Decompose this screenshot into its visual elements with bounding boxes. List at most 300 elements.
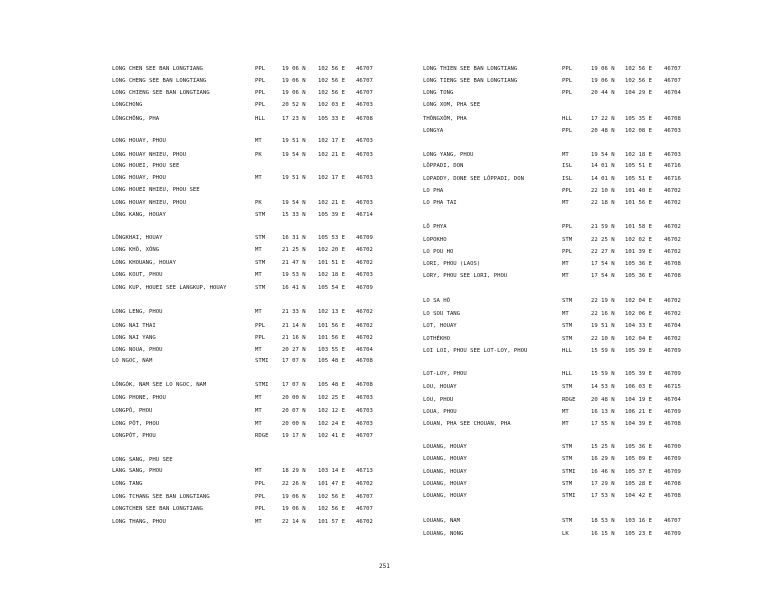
entry-lon: 101 47 E <box>318 481 345 487</box>
entry-code: 46708 <box>356 358 373 364</box>
entry-lon: 102 08 E <box>625 128 652 134</box>
entry-name: LO PHA TAI <box>423 200 457 206</box>
entry-code: 46702 <box>356 260 373 266</box>
entry-lat: 21 33 N <box>282 309 306 315</box>
entry-lon: 101 56 E <box>318 335 345 341</box>
entry-lat: 16 13 N <box>591 409 615 415</box>
entry-type: MT <box>562 261 569 267</box>
entry-lat: 20 00 N <box>282 421 306 427</box>
entry-lat: 21 59 N <box>591 224 615 230</box>
entry-lon: 102 17 E <box>318 138 345 144</box>
entry-code: 46707 <box>356 506 373 512</box>
entry-lat: 22 10 N <box>591 188 615 194</box>
entry-lat: 20 48 N <box>591 128 615 134</box>
entry-lon: 102 56 E <box>318 66 345 72</box>
entry-lon: 101 40 E <box>625 188 652 194</box>
entry-name: LONG YANG, PHOU <box>423 152 474 158</box>
entry-lat: 16 46 N <box>591 469 615 475</box>
entry-lon: 105 23 E <box>625 531 652 537</box>
entry-type: STM <box>562 298 573 304</box>
entry-code: 46707 <box>664 66 681 72</box>
entry-type: MT <box>255 395 262 401</box>
page-number: 251 <box>379 563 390 570</box>
entry-code: 46702 <box>356 335 373 341</box>
entry-name: LORI, PHOU (LAOS) <box>423 261 481 267</box>
entry-name: LOT-LOY, PHOU <box>423 371 467 377</box>
entry-lon: 102 56 E <box>318 506 345 512</box>
entry-code: 46703 <box>356 408 373 414</box>
entry-lat: 14 01 N <box>591 163 615 169</box>
entry-lat: 22 14 N <box>282 519 306 525</box>
entry-lon: 105 35 E <box>625 116 652 122</box>
entry-lon: 101 39 E <box>625 249 652 255</box>
entry-lat: 18 53 N <box>591 518 615 524</box>
entry-name: LOUANG, HOUAY <box>423 493 467 499</box>
entry-type: STM <box>562 323 573 329</box>
entry-name: LÔPPADI, DON <box>423 163 464 169</box>
entry-name: LONG TONG <box>423 90 454 96</box>
entry-code: 46702 <box>664 188 681 194</box>
entry-type: PPL <box>255 323 266 329</box>
entry-lat: 19 51 N <box>282 175 306 181</box>
entry-type: HLL <box>562 371 573 377</box>
entry-lon: 106 03 E <box>625 384 652 390</box>
entry-type: STM <box>562 518 573 524</box>
entry-lon: 105 36 E <box>625 261 652 267</box>
entry-lat: 22 10 N <box>591 336 615 342</box>
entry-name: LANG SANG, PHOU <box>112 468 163 474</box>
entry-lon: 106 21 E <box>625 409 652 415</box>
entry-code: 46704 <box>664 90 681 96</box>
entry-lat: 18 29 N <box>282 468 306 474</box>
entry-code: 46703 <box>356 200 373 206</box>
entry-lon: 105 51 E <box>625 176 652 182</box>
entry-name: LO NGOC, NAM <box>112 358 153 364</box>
entry-lon: 102 04 E <box>625 298 652 304</box>
entry-type: STM <box>562 456 573 462</box>
entry-lat: 14 01 N <box>591 176 615 182</box>
entry-lon: 102 03 E <box>318 102 345 108</box>
entry-lat: 19 51 N <box>282 138 306 144</box>
entry-lon: 102 12 E <box>318 408 345 414</box>
entry-lat: 17 54 N <box>591 261 615 267</box>
entry-lon: 102 18 E <box>318 272 345 278</box>
entry-lon: 105 48 E <box>318 358 345 364</box>
entry-lat: 19 54 N <box>591 152 615 158</box>
entry-lon: 103 14 E <box>318 468 345 474</box>
entry-lon: 104 42 E <box>625 493 652 499</box>
entry-code: 46708 <box>664 421 681 427</box>
entry-name: LOPADDY, DONE SEE LÔPPADI, DON <box>423 176 525 182</box>
entry-lat: 17 07 N <box>282 382 306 388</box>
entry-type: STMI <box>255 382 269 388</box>
entry-lat: 19 06 N <box>282 66 306 72</box>
entry-lat: 20 00 N <box>282 395 306 401</box>
entry-type: PK <box>255 200 262 206</box>
entry-lat: 19 06 N <box>282 90 306 96</box>
entry-type: PPL <box>562 249 573 255</box>
entry-code: 46703 <box>356 102 373 108</box>
entry-code: 46708 <box>664 261 681 267</box>
entry-lat: 15 25 N <box>591 444 615 450</box>
entry-code: 46702 <box>664 249 681 255</box>
entry-lon: 105 36 E <box>625 444 652 450</box>
entry-type: ISL <box>562 163 573 169</box>
entry-lat: 19 06 N <box>591 78 615 84</box>
entry-lon: 102 02 E <box>625 237 652 243</box>
entry-lat: 19 06 N <box>282 78 306 84</box>
entry-type: PPL <box>255 506 266 512</box>
entry-name: LORY, PHOU SEE LORI, PHOU <box>423 273 508 279</box>
entry-lat: 16 41 N <box>282 285 306 291</box>
entry-code: 46702 <box>356 247 373 253</box>
entry-code: 46703 <box>356 138 373 144</box>
entry-code: 46713 <box>356 468 373 474</box>
entry-code: 46704 <box>664 323 681 329</box>
entry-type: PPL <box>255 335 266 341</box>
entry-name: LOU, HOUAY <box>423 384 457 390</box>
entry-lon: 102 04 E <box>625 336 652 342</box>
entry-name: LONGPÔ, PHOU <box>112 408 153 414</box>
entry-name: LÔ PHYA <box>423 224 447 230</box>
entry-code: 46709 <box>356 285 373 291</box>
entry-code: 46703 <box>356 272 373 278</box>
entry-type: STM <box>562 336 573 342</box>
entry-lon: 104 33 E <box>625 323 652 329</box>
entry-type: RDGE <box>562 397 576 403</box>
entry-code: 46716 <box>664 176 681 182</box>
entry-lat: 19 54 N <box>282 200 306 206</box>
entry-code: 46703 <box>664 128 681 134</box>
entry-lon: 102 56 E <box>318 494 345 500</box>
entry-lon: 105 53 E <box>318 235 345 241</box>
entry-name: LONG TANG <box>112 481 143 487</box>
entry-type: STM <box>562 481 573 487</box>
entry-code: 46709 <box>664 409 681 415</box>
entry-lon: 102 13 E <box>318 309 345 315</box>
entry-lon: 102 21 E <box>318 152 345 158</box>
entry-code: 46707 <box>356 433 373 439</box>
entry-code: 46703 <box>356 395 373 401</box>
entry-code: 46702 <box>664 237 681 243</box>
entry-lat: 19 17 N <box>282 433 306 439</box>
entry-type: PPL <box>562 90 573 96</box>
entry-code: 46707 <box>356 494 373 500</box>
entry-name: LÔNG KANG, HOUAY <box>112 212 166 218</box>
entry-lat: 20 48 N <box>591 397 615 403</box>
entry-name: LOT, HOUAY <box>423 323 457 329</box>
entry-lat: 19 54 N <box>282 152 306 158</box>
entry-code: 46708 <box>664 481 681 487</box>
entry-name: LONG KUP, HOUEI SEE LANGKUP, HOUAY <box>112 285 227 291</box>
entry-type: HLL <box>562 116 573 122</box>
entry-lon: 102 25 E <box>318 395 345 401</box>
entry-type: STMI <box>562 493 576 499</box>
entry-type: MT <box>562 152 569 158</box>
entry-code: 46716 <box>664 163 681 169</box>
entry-code: 46709 <box>664 531 681 537</box>
entry-type: PPL <box>562 224 573 230</box>
entry-name: LONG HOUAY NHIEU, PHOU <box>112 200 187 206</box>
entry-type: MT <box>255 309 262 315</box>
entry-code: 46708 <box>664 273 681 279</box>
entry-lon: 102 20 E <box>318 247 345 253</box>
entry-name: LOU, PHOU <box>423 397 454 403</box>
entry-name: LONG NAI THAI <box>112 323 156 329</box>
entry-lat: 15 59 N <box>591 371 615 377</box>
entry-type: MT <box>255 272 262 278</box>
entry-type: RDGE <box>255 433 269 439</box>
entry-name: LONG HOUEI, PHOU SEE <box>112 163 180 169</box>
entry-lon: 105 48 E <box>318 382 345 388</box>
entry-lat: 17 53 N <box>591 493 615 499</box>
entry-lat: 22 18 N <box>591 200 615 206</box>
entry-name: LÔNGKHAI, HOUAY <box>112 235 163 241</box>
entry-code: 46708 <box>664 116 681 122</box>
entry-type: PPL <box>562 188 573 194</box>
entry-type: ISL <box>562 176 573 182</box>
entry-name: LONG NAI YANG <box>112 335 156 341</box>
entry-type: PK <box>255 152 262 158</box>
entry-type: PPL <box>255 90 266 96</box>
entry-lon: 102 56 E <box>625 78 652 84</box>
entry-type: PPL <box>255 494 266 500</box>
entry-lat: 20 27 N <box>282 347 306 353</box>
entry-type: STMI <box>562 469 576 475</box>
entry-code: 46702 <box>356 309 373 315</box>
entry-code: 46704 <box>356 347 373 353</box>
entry-code: 46709 <box>664 348 681 354</box>
entry-lat: 17 54 N <box>591 273 615 279</box>
entry-lat: 22 26 N <box>282 481 306 487</box>
entry-name: LONG KOUT, PHOU <box>112 272 163 278</box>
entry-lon: 102 41 E <box>318 433 345 439</box>
entry-code: 46707 <box>356 90 373 96</box>
entry-type: MT <box>255 175 262 181</box>
entry-name: LÔNGÓK, NAM SEE LO NGOC, NAM <box>112 382 207 388</box>
entry-code: 46702 <box>356 481 373 487</box>
entry-lon: 101 58 E <box>625 224 652 230</box>
entry-code: 46707 <box>664 78 681 84</box>
entry-lat: 22 19 N <box>591 298 615 304</box>
entry-code: 46715 <box>664 384 681 390</box>
entry-lon: 105 39 E <box>625 371 652 377</box>
entry-lon: 102 18 E <box>625 152 652 158</box>
entry-code: 46704 <box>664 397 681 403</box>
entry-code: 46702 <box>356 519 373 525</box>
entry-code: 46703 <box>356 175 373 181</box>
entry-lat: 17 29 N <box>591 481 615 487</box>
entry-lat: 14 53 N <box>591 384 615 390</box>
entry-lon: 105 39 E <box>625 348 652 354</box>
entry-type: PPL <box>562 66 573 72</box>
entry-code: 46707 <box>356 78 373 84</box>
entry-lon: 105 51 E <box>625 163 652 169</box>
entry-lat: 16 31 N <box>282 235 306 241</box>
entry-name: LOUANG, NAM <box>423 518 461 524</box>
entry-name: LONGYA <box>423 128 444 134</box>
entry-code: 46702 <box>664 311 681 317</box>
entry-lat: 17 07 N <box>282 358 306 364</box>
entry-name: LOUANG, HOUAY <box>423 481 467 487</box>
entry-code: 46702 <box>664 298 681 304</box>
entry-type: HLL <box>562 348 573 354</box>
entry-name: LONG XOM, PHA SEE <box>423 102 481 108</box>
entry-lon: 105 36 E <box>625 273 652 279</box>
entry-code: 46714 <box>356 212 373 218</box>
entry-type: MT <box>255 421 262 427</box>
entry-lon: 105 54 E <box>318 285 345 291</box>
entry-lat: 21 14 N <box>282 323 306 329</box>
entry-code: 46708 <box>356 116 373 122</box>
entry-type: MT <box>562 311 569 317</box>
entry-lon: 102 24 E <box>318 421 345 427</box>
entry-lon: 101 56 E <box>318 323 345 329</box>
entry-lat: 17 55 N <box>591 421 615 427</box>
entry-lat: 20 52 N <box>282 102 306 108</box>
entry-type: PPL <box>255 66 266 72</box>
entry-type: STM <box>562 384 573 390</box>
entry-type: PPL <box>255 78 266 84</box>
entry-type: LK <box>562 531 569 537</box>
entry-type: PPL <box>562 78 573 84</box>
entry-lat: 19 06 N <box>282 506 306 512</box>
entry-lat: 19 06 N <box>282 494 306 500</box>
entry-lat: 15 59 N <box>591 348 615 354</box>
entry-lon: 102 06 E <box>625 311 652 317</box>
entry-lat: 16 29 N <box>591 456 615 462</box>
entry-name: LONG THIEN SEE BAN LONGTIANG <box>423 66 518 72</box>
entry-name: LO POU HO <box>423 249 454 255</box>
entry-type: MT <box>255 519 262 525</box>
entry-lat: 19 53 N <box>282 272 306 278</box>
entry-lon: 105 37 E <box>625 469 652 475</box>
entry-name: LONG HOUAY NHIEU, PHOU <box>112 152 187 158</box>
entry-type: STM <box>255 235 266 241</box>
entry-code: 46703 <box>356 421 373 427</box>
entry-name: LOPOKHO <box>423 237 447 243</box>
entry-lon: 104 29 E <box>625 90 652 96</box>
entry-name: LOUANG, HOUAY <box>423 456 467 462</box>
entry-lon: 105 33 E <box>318 116 345 122</box>
entry-type: MT <box>562 421 569 427</box>
entry-lon: 102 56 E <box>318 78 345 84</box>
entry-lat: 19 51 N <box>591 323 615 329</box>
entry-lat: 22 16 N <box>591 311 615 317</box>
entry-code: 46709 <box>664 456 681 462</box>
entry-lon: 101 57 E <box>318 519 345 525</box>
entry-lat: 21 25 N <box>282 247 306 253</box>
entry-name: LOUANG, HOUAY <box>423 469 467 475</box>
entry-type: HLL <box>255 116 266 122</box>
entry-name: LONG TIENG SEE BAN LONGTIANG <box>423 78 518 84</box>
entry-type: MT <box>562 273 569 279</box>
entry-type: STM <box>562 237 573 243</box>
entry-lat: 16 15 N <box>591 531 615 537</box>
entry-name: LONG CHIENG SEE BAN LONGTIANG <box>112 90 210 96</box>
entry-name: LOUANG, NONG <box>423 531 464 537</box>
entry-lon: 101 51 E <box>318 260 345 266</box>
entry-code: 46707 <box>356 66 373 72</box>
entry-name: LONG SANG, PHU SEE <box>112 457 173 463</box>
entry-name: LONG CHENG SEE BAN LONGTIANG <box>112 78 207 84</box>
entry-name: LONGPÔT, PHOU <box>112 433 156 439</box>
entry-type: PPL <box>562 128 573 134</box>
entry-code: 46702 <box>664 336 681 342</box>
entry-lon: 103 16 E <box>625 518 652 524</box>
entry-name: LOTHÉKHO <box>423 336 450 342</box>
entry-type: STMI <box>255 358 269 364</box>
entry-lon: 102 56 E <box>625 66 652 72</box>
entry-type: MT <box>562 200 569 206</box>
entry-lon: 104 19 E <box>625 397 652 403</box>
entry-lat: 20 07 N <box>282 408 306 414</box>
entry-lon: 101 56 E <box>625 200 652 206</box>
entry-name: LONGTCHEN SEE BAN LONGTIANG <box>112 506 203 512</box>
entry-name: LONG TCHANG SEE BAN LONGTIANG <box>112 494 210 500</box>
entry-name: LONG HOUAY, PHOU <box>112 175 166 181</box>
entry-lon: 102 21 E <box>318 200 345 206</box>
entry-lat: 20 44 N <box>591 90 615 96</box>
entry-name: THÔNGXÔM, PHA <box>423 116 467 122</box>
entry-type: MT <box>255 247 262 253</box>
entry-lon: 105 28 E <box>625 481 652 487</box>
entry-name: LÔNGCHÔNG, PHA <box>112 116 160 122</box>
entry-name: LONG KHOUANG, HOUAY <box>112 260 176 266</box>
entry-name: LOUAN, PHA SEE CHOUAN, PHA <box>423 421 511 427</box>
entry-type: MT <box>255 347 262 353</box>
entry-lon: 102 17 E <box>318 175 345 181</box>
entry-type: MT <box>255 468 262 474</box>
entry-name: LO PHA <box>423 188 444 194</box>
entry-type: PPL <box>255 481 266 487</box>
entry-name: LOUANG, HOUAY <box>423 444 467 450</box>
entry-lon: 105 39 E <box>318 212 345 218</box>
entry-lon: 103 55 E <box>318 347 345 353</box>
entry-lon: 102 56 E <box>318 90 345 96</box>
entry-lat: 17 22 N <box>591 116 615 122</box>
entry-type: STM <box>255 212 266 218</box>
entry-lat: 17 23 N <box>282 116 306 122</box>
entry-name: LONG NOUA, PHOU <box>112 347 163 353</box>
entry-name: LONG PÔT, PHOU <box>112 421 160 427</box>
entry-code: 46702 <box>664 200 681 206</box>
entry-type: STM <box>255 260 266 266</box>
entry-lat: 19 06 N <box>591 66 615 72</box>
entry-lat: 15 33 N <box>282 212 306 218</box>
entry-code: 46703 <box>664 152 681 158</box>
entry-lat: 21 16 N <box>282 335 306 341</box>
entry-name: LONG CHEN SEE BAN LONGTIANG <box>112 66 203 72</box>
entry-type: STM <box>255 285 266 291</box>
entry-lat: 22 27 N <box>591 249 615 255</box>
entry-type: STM <box>562 444 573 450</box>
entry-lon: 105 09 E <box>625 456 652 462</box>
entry-code: 46700 <box>664 444 681 450</box>
entry-code: 46702 <box>664 224 681 230</box>
entry-type: MT <box>562 409 569 415</box>
entry-code: 46702 <box>356 323 373 329</box>
entry-name: LO SOU TANG <box>423 311 461 317</box>
entry-type: MT <box>255 138 262 144</box>
entry-name: LONG LENG, PHOU <box>112 309 163 315</box>
entry-code: 46707 <box>664 518 681 524</box>
entry-lat: 22 25 N <box>591 237 615 243</box>
entry-name: LONG PHONE, PHOU <box>112 395 166 401</box>
entry-name: LONG HOUEI NHIEU, PHOU SEE <box>112 187 200 193</box>
entry-name: LOUA, PHOU <box>423 409 457 415</box>
entry-type: PPL <box>255 102 266 108</box>
